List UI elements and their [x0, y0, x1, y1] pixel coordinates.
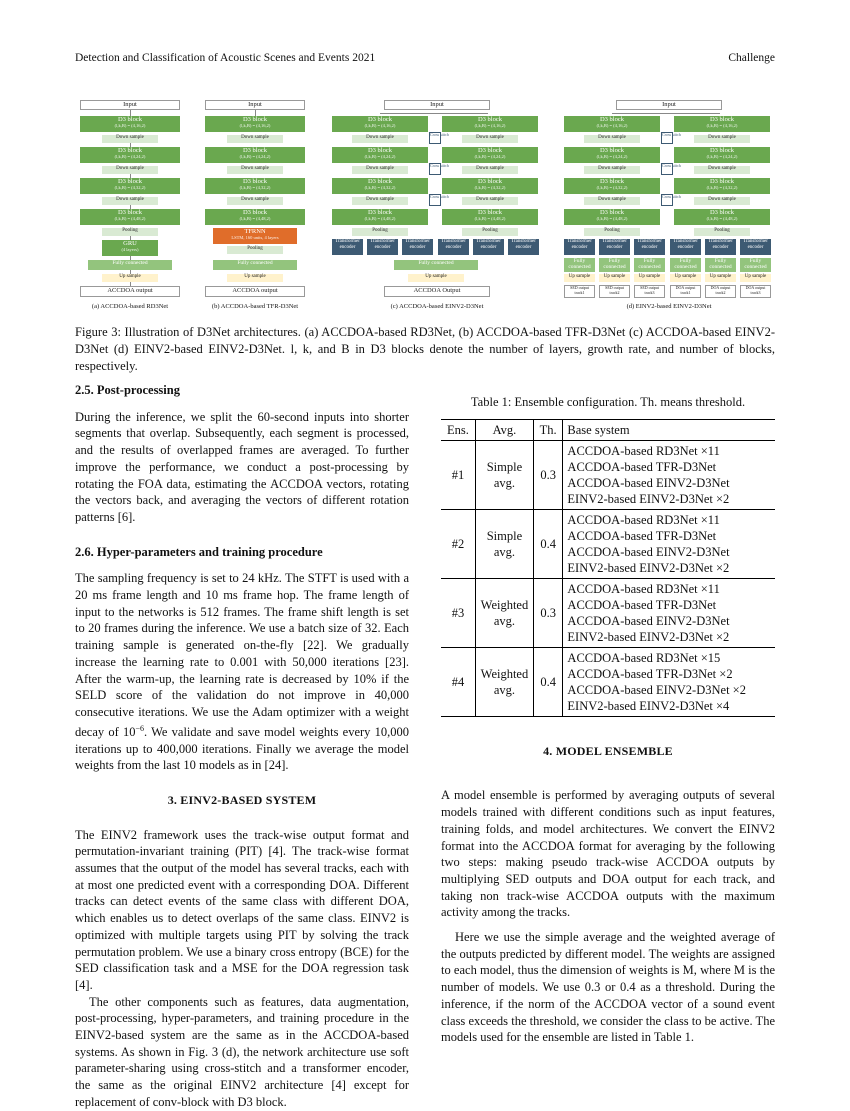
transformer-encoder-box: Transformer encoder	[332, 239, 363, 255]
fully-connected-box: Fully connected	[670, 258, 701, 272]
section-2-6-text-b: . We validate and save model weights every 10,000 iterations up to 400,000 iterations. Finally we average the model weights from the last 10 models as in [24].	[75, 724, 409, 773]
weight-decay-exponent: −6	[135, 723, 144, 733]
weight-decay-base: 10	[122, 724, 136, 739]
d3-block-params: (l,k,B) = (4,24,2)	[239, 154, 271, 160]
up-sample-box: Up sample	[102, 274, 158, 282]
fully-connected-box: Fully connected	[740, 258, 771, 272]
base-system-item: ACCDOA-based EINV2-D3Net	[567, 475, 730, 490]
d3-block-label: D3 block	[117, 116, 142, 123]
d3-block-label: D3 block	[117, 209, 142, 216]
panel-a-rd3net	[80, 96, 180, 318]
section-2-5-heading: 2.5. Post-processing	[75, 383, 180, 397]
down-sample-box: Down sample	[352, 166, 408, 174]
sed-output-label: SED output	[640, 285, 659, 290]
d3-block	[674, 209, 770, 225]
section-2-6-text	[75, 570, 409, 774]
table-1-caption: Table 1: Ensemble configuration. Th. means threshold.	[470, 395, 746, 409]
ens-cell: #1	[441, 440, 475, 509]
accdoa-output-box: ACCDOA output	[80, 286, 180, 297]
figure-3-diagram	[75, 96, 775, 318]
tfrnn-box	[213, 228, 297, 244]
up-sample-box: Up sample	[670, 274, 701, 282]
fully-connected-box: Fully connected	[705, 258, 736, 272]
doa-output-label: DOA output	[745, 285, 766, 290]
avg-cell: Weighted avg.	[475, 578, 533, 647]
d3-block	[332, 116, 428, 132]
transformer-encoder-box: Transformer encoder	[508, 239, 539, 255]
doa-output-track2	[705, 285, 736, 298]
ensemble-table	[441, 419, 775, 717]
transformer-encoder-box: Transformer encoder	[564, 239, 595, 255]
d3-block	[205, 178, 305, 194]
base-system-item: ACCDOA-based RD3Net ×11	[567, 443, 720, 458]
base-system-item: ACCDOA-based EINV2-D3Net	[567, 544, 730, 559]
d3-block	[80, 178, 180, 194]
doa-output-label: DOA output	[675, 285, 696, 290]
left-column	[75, 382, 409, 1111]
d3-block	[205, 116, 305, 132]
d3-block-label: D3 block	[477, 209, 502, 216]
cross-stitch-box: Cross stitch	[429, 194, 441, 206]
doa-output-track1	[670, 285, 701, 298]
d3-block	[564, 209, 660, 225]
d3-block-label: D3 block	[242, 147, 267, 154]
d3-block-label: D3 block	[709, 147, 734, 154]
d3-block-params: (l,k,B) = (4,32,2)	[474, 185, 506, 191]
section-3-paragraph-1: The EINV2 framework uses the track-wise output format and permutation-invariant training (PIT) [4]. The track-wise format assumes that the output of the model has several tracks, each with at most one predicted event with a corresponding DOA. Different tracks can detect events of the same class with different DOA, which enables us to detect overlaps of the same class. EINV2 is optimized with multiple targets using PIT by solving the track permutation problem. We use a binary cross entropy (BCE) for the SED classification task and a MSE for the DOA regression task [4].	[75, 827, 409, 992]
panel-b-tfr-d3net	[205, 96, 305, 318]
d3-block	[674, 116, 770, 132]
d3-block	[564, 178, 660, 194]
up-sample-box: Up sample	[408, 274, 464, 282]
transformer-encoder-box: Transformer encoder	[634, 239, 665, 255]
table-row	[441, 578, 775, 647]
base-system-item: ACCDOA-based TFR-D3Net ×2	[567, 666, 733, 681]
track-label: track1	[680, 289, 691, 295]
d3-block	[80, 147, 180, 163]
d3-block-params: (l,k,B) = (4,24,2)	[706, 154, 738, 160]
gru-label: GRU	[123, 240, 137, 247]
d3-block-params: (l,k,B) = (4,16,2)	[706, 123, 738, 129]
base-system-cell	[563, 647, 775, 716]
transformer-encoder-box: Transformer encoder	[705, 239, 736, 255]
track-label: track3	[750, 289, 761, 295]
d3-block-label: D3 block	[242, 209, 267, 216]
up-sample-box: Up sample	[740, 274, 771, 282]
input-box: Input	[616, 100, 722, 110]
panel-d-caption: (d) EINV2-based EINV2-D3Net	[626, 303, 712, 310]
section-2-6-text-a: The sampling frequency is set to 24 kHz. The STFT is used with a 20 ms frame length and 10 ms frame hop. The frame length of input to the networks is 512 frames. The frame shift length is set to 20 frames during the inference. We use a batch size of 32. Each training sample is generated on-the-fly [22]. We gradually increase the learning rate to 0.001 with 50,000 iterations [23]. After the warm-up, the learning rate is decreased by 10% if the SELD score of the validation do not improve in 40,000 consecutive iterations. We use the Adam optimizer with a weight decay of	[75, 571, 409, 739]
down-sample-box: Down sample	[227, 166, 283, 174]
section-2-5-text: During the inference, we split the 60-second inputs into shorter segments that overlap. Subsequently, each segment is processed, and the results of overlapped frames are averaged. To further improve the performance, we conduct a post-processing by rotating the FOA data, estimating the ACCDOA vectors, rotating the vectors back, and averaging the vectors of different rotation patterns [6].	[75, 409, 409, 524]
track-label: track2	[715, 289, 726, 295]
d3-block-params: (l,k,B) = (4,32,2)	[114, 185, 146, 191]
d3-block-params: (l,k,B) = (4,48,2)	[706, 216, 738, 222]
panel-c-caption: (c) ACCDOA-based EINV2-D3Net	[390, 303, 484, 310]
table-header-cell: Base system	[563, 419, 775, 440]
d3-block-params: (l,k,B) = (4,24,2)	[114, 154, 146, 160]
d3-block	[674, 178, 770, 194]
d3-block	[332, 209, 428, 225]
tfrnn-label: TFRNN	[244, 228, 266, 235]
avg-cell: Weighted avg.	[475, 647, 533, 716]
base-system-cell	[563, 509, 775, 578]
table-row	[441, 509, 775, 578]
base-system-item: EINV2-based EINV2-D3Net ×2	[567, 491, 730, 506]
fully-connected-box: Fully connected	[634, 258, 665, 272]
transformer-encoder-box: Transformer encoder	[473, 239, 504, 255]
sed-output-track2	[599, 285, 630, 298]
down-sample-box: Down sample	[102, 135, 158, 143]
down-sample-box: Down sample	[227, 197, 283, 205]
d3-block-params: (l,k,B) = (4,16,2)	[596, 123, 628, 129]
d3-block-params: (l,k,B) = (4,48,2)	[474, 216, 506, 222]
tfrnn-params: LSTM, 160 units, 4 layers	[231, 235, 279, 241]
down-sample-box: Down sample	[584, 135, 640, 143]
d3-block	[80, 209, 180, 225]
d3-block-params: (l,k,B) = (4,48,2)	[596, 216, 628, 222]
sed-output-label: SED output	[605, 285, 624, 290]
d3-block-params: (l,k,B) = (4,24,2)	[596, 154, 628, 160]
avg-cell: Simple avg.	[475, 440, 533, 509]
d3-block-label: D3 block	[367, 147, 392, 154]
accdoa-output-box: ACCDOA output	[205, 286, 305, 297]
pooling-box: Pooling	[352, 228, 408, 236]
d3-block-params: (l,k,B) = (4,48,2)	[114, 216, 146, 222]
base-system-item: ACCDOA-based EINV2-D3Net ×2	[567, 682, 746, 697]
accdoa-output-box: ACCDOA Output	[384, 286, 490, 297]
base-system-cell	[563, 578, 775, 647]
fully-connected-box: Fully connected	[564, 258, 595, 272]
up-sample-box: Up sample	[634, 274, 665, 282]
d3-block-params: (l,k,B) = (4,16,2)	[474, 123, 506, 129]
fully-connected-box: Fully connected	[88, 260, 172, 270]
running-header-challenge: Challenge	[728, 52, 775, 64]
d3-block-params: (l,k,B) = (4,16,2)	[114, 123, 146, 129]
transformer-encoder-box: Transformer encoder	[402, 239, 433, 255]
cross-stitch-box: Cross stitch	[661, 163, 673, 175]
pooling-box: Pooling	[227, 246, 283, 254]
threshold-cell: 0.4	[533, 647, 562, 716]
fully-connected-box: Fully connected	[394, 260, 478, 270]
transformer-encoder-box: Transformer encoder	[670, 239, 701, 255]
panel-b-caption: (b) ACCDOA-based TFR-D3Net	[211, 303, 299, 310]
threshold-cell: 0.3	[533, 440, 562, 509]
down-sample-box: Down sample	[102, 166, 158, 174]
input-box: Input	[384, 100, 490, 110]
ens-cell: #3	[441, 578, 475, 647]
d3-block	[80, 116, 180, 132]
table-header-cell: Avg.	[475, 419, 533, 440]
fully-connected-box: Fully connected	[213, 260, 297, 270]
d3-block-params: (l,k,B) = (4,24,2)	[474, 154, 506, 160]
sed-output-track3	[634, 285, 665, 298]
threshold-cell: 0.3	[533, 578, 562, 647]
down-sample-box: Down sample	[352, 135, 408, 143]
d3-block	[442, 178, 538, 194]
up-sample-box: Up sample	[564, 274, 595, 282]
cross-stitch-box: Cross stitch	[661, 194, 673, 206]
base-system-item: ACCDOA-based EINV2-D3Net	[567, 613, 730, 628]
threshold-cell: 0.4	[533, 509, 562, 578]
d3-block-params: (l,k,B) = (4,32,2)	[239, 185, 271, 191]
fully-connected-box: Fully connected	[599, 258, 630, 272]
down-sample-box: Down sample	[227, 135, 283, 143]
d3-block-label: D3 block	[709, 209, 734, 216]
section-4-paragraph-1: A model ensemble is performed by averaging outputs of several models trained with different conditions such as input features, training folds, and model architectures. We convert the EINV2 format into the ACCDOA format for averaging by the following two steps: making pseudo track-wise ACCDOA outputs by multiplying SED outputs and DOA output for each track, and taking non track-wise ACCDOA outputs with the maximum activity among the tracks.	[441, 788, 775, 920]
up-sample-box: Up sample	[227, 274, 283, 282]
section-3-heading: 3. EINV2-BASED SYSTEM	[167, 792, 317, 807]
panel-a-caption: (a) ACCDOA-based RD3Net	[91, 303, 169, 310]
down-sample-box: Down sample	[352, 197, 408, 205]
sed-output-label: SED output	[570, 285, 589, 290]
base-system-item: EINV2-based EINV2-D3Net ×4	[567, 698, 730, 713]
d3-block	[205, 209, 305, 225]
down-sample-box: Down sample	[462, 135, 518, 143]
d3-block-params: (l,k,B) = (4,32,2)	[364, 185, 396, 191]
transformer-encoder-box: Transformer encoder	[599, 239, 630, 255]
d3-block-params: (l,k,B) = (4,32,2)	[596, 185, 628, 191]
d3-block-label: D3 block	[367, 116, 392, 123]
panel-d-einv2-d3net	[564, 96, 774, 318]
transformer-encoder-box: Transformer encoder	[740, 239, 771, 255]
cross-stitch-box: Cross stitch	[429, 132, 441, 144]
gru-params: (4 layers)	[121, 247, 139, 253]
d3-block	[564, 116, 660, 132]
down-sample-box: Down sample	[584, 197, 640, 205]
d3-block-params: (l,k,B) = (4,16,2)	[364, 123, 396, 129]
base-system-item: ACCDOA-based RD3Net ×15	[567, 650, 721, 665]
d3-block-label: D3 block	[599, 178, 624, 185]
section-2-6-heading: 2.6. Hyper-parameters and training procedure	[75, 544, 323, 559]
section-3-paragraph-2: The other components such as features, data augmentation, post-processing, hyper-parameters, and training procedure in the EINV2-based system are the same as in the ACCDOA-based systems. As shown in Fig. 3 (d), the network architecture use soft parameter-sharing using cross-stitch and a transformer encoder, the same as the original EINV2 architecture [4] except for replacement of conv-block with D3 block.	[75, 994, 409, 1109]
pooling-box: Pooling	[694, 228, 750, 236]
d3-block	[442, 147, 538, 163]
d3-block	[564, 147, 660, 163]
doa-output-track3	[740, 285, 771, 298]
d3-block-params: (l,k,B) = (4,48,2)	[364, 216, 396, 222]
d3-block	[332, 178, 428, 194]
track-label: track1	[574, 289, 585, 295]
d3-block-label: D3 block	[242, 178, 267, 185]
base-system-item: EINV2-based EINV2-D3Net ×2	[567, 560, 730, 575]
d3-block-label: D3 block	[477, 178, 502, 185]
sed-output-track1	[564, 285, 595, 298]
pooling-box: Pooling	[462, 228, 518, 236]
base-system-item: ACCDOA-based RD3Net ×11	[567, 512, 720, 527]
input-box: Input	[205, 100, 305, 110]
base-system-item: EINV2-based EINV2-D3Net ×2	[567, 629, 730, 644]
track-label: track3	[644, 289, 655, 295]
up-sample-box: Up sample	[705, 274, 736, 282]
table-header-cell: Ens.	[441, 419, 475, 440]
base-system-item: ACCDOA-based RD3Net ×11	[567, 581, 720, 596]
d3-block	[205, 147, 305, 163]
d3-block-label: D3 block	[599, 209, 624, 216]
up-sample-box: Up sample	[599, 274, 630, 282]
d3-block-label: D3 block	[117, 178, 142, 185]
d3-block-label: D3 block	[117, 147, 142, 154]
d3-block-label: D3 block	[709, 116, 734, 123]
running-header-title: Detection and Classification of Acoustic Scenes and Events 2021	[75, 52, 376, 64]
panel-c-einv2-d3net	[332, 96, 542, 318]
ens-cell: #4	[441, 647, 475, 716]
down-sample-box: Down sample	[584, 166, 640, 174]
gru-box	[102, 240, 158, 256]
pooling-box: Pooling	[584, 228, 640, 236]
transformer-encoder-box: Transformer encoder	[438, 239, 469, 255]
figure-caption: Figure 3: Illustration of D3Net architectures. (a) ACCDOA-based RD3Net, (b) ACCDOA-based TFR-D3Net (c) ACCDOA-based EINV2-D3Net (d) EINV2-based EINV2-D3Net. l, k, and B in D3 blocks denote the number of layers, growth rate, and number of blocks, respectively.	[75, 325, 775, 373]
base-system-item: ACCDOA-based TFR-D3Net	[567, 459, 717, 474]
avg-cell: Simple avg.	[475, 509, 533, 578]
pooling-box: Pooling	[102, 228, 158, 236]
cross-stitch-box: Cross stitch	[661, 132, 673, 144]
d3-block	[442, 209, 538, 225]
table-header-cell: Th.	[533, 419, 562, 440]
down-sample-box: Down sample	[694, 166, 750, 174]
cross-stitch-box: Cross stitch	[429, 163, 441, 175]
base-system-item: ACCDOA-based TFR-D3Net	[567, 528, 717, 543]
doa-output-label: DOA output	[710, 285, 731, 290]
base-system-item: ACCDOA-based TFR-D3Net	[567, 597, 717, 612]
d3-block-params: (l,k,B) = (4,48,2)	[239, 216, 271, 222]
d3-block-label: D3 block	[599, 147, 624, 154]
d3-block-label: D3 block	[242, 116, 267, 123]
section-4-heading: 4. MODEL ENSEMBLE	[543, 743, 673, 758]
d3-block-params: (l,k,B) = (4,32,2)	[706, 185, 738, 191]
down-sample-box: Down sample	[694, 135, 750, 143]
track-label: track2	[609, 289, 620, 295]
section-4-paragraph-2: Here we use the simple average and the weighted average of the outputs predicted by different model. The weights are assigned to each model, thus the dimension of weights is M, where M is the number of models. We use 0.3 or 0.4 as a threshold. During the inference, if the norm of the ACCDOA vector of a sound event class exceeds the threshold, we consider the class to be active. The models used for the ensemble are listed in Table 1.	[441, 930, 775, 1045]
d3-block-label: D3 block	[367, 178, 392, 185]
base-system-cell	[563, 440, 775, 509]
table-row	[441, 647, 775, 716]
d3-block	[442, 116, 538, 132]
d3-block	[674, 147, 770, 163]
d3-block-label: D3 block	[599, 116, 624, 123]
right-column	[441, 394, 775, 1046]
table-header-row	[441, 419, 775, 440]
down-sample-box: Down sample	[462, 197, 518, 205]
d3-block-label: D3 block	[477, 147, 502, 154]
d3-block-params: (l,k,B) = (4,16,2)	[239, 123, 271, 129]
down-sample-box: Down sample	[102, 197, 158, 205]
down-sample-box: Down sample	[694, 197, 750, 205]
table-row	[441, 440, 775, 509]
d3-block-label: D3 block	[477, 116, 502, 123]
d3-block-label: D3 block	[709, 178, 734, 185]
d3-block	[332, 147, 428, 163]
ens-cell: #2	[441, 509, 475, 578]
down-sample-box: Down sample	[462, 166, 518, 174]
input-box: Input	[80, 100, 180, 110]
d3-block-params: (l,k,B) = (4,24,2)	[364, 154, 396, 160]
d3-block-label: D3 block	[367, 209, 392, 216]
transformer-encoder-box: Transformer encoder	[367, 239, 398, 255]
